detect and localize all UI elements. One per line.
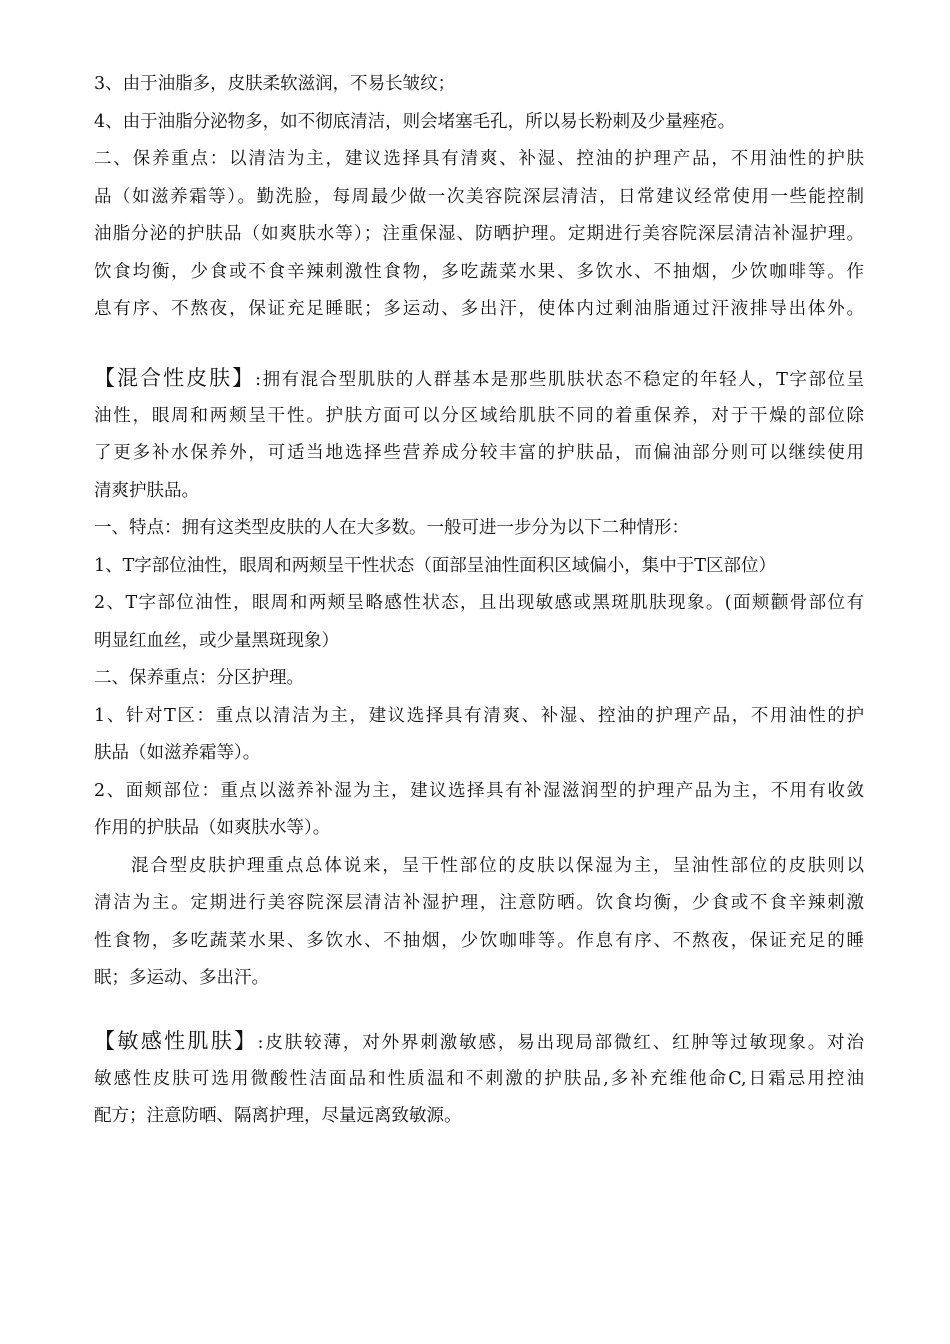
text-line: 3、由于油脂多，皮肤柔软滋润，不易长皱纹； [94, 74, 456, 94]
section-heading: 【敏感性肌肤】 [94, 1029, 258, 1053]
text-line: 1、T字部位油性，眼周和两颊呈干性状态（面部呈油性面积区域偏小，集中于T区部位） [94, 555, 776, 576]
text-line: 作用的护肤品（如爽肤水等）。 [94, 818, 331, 838]
text-line: 肤品（如滋养霜等）。 [94, 743, 261, 763]
oily-skin-section [94, 66, 864, 329]
text-line: 2、T字部位油性，眼周和两颊呈略感性状态，且出现敏感或黑斑肌肤现象。(面颊颧骨部位有 [94, 593, 864, 613]
text-line: 了更多补水保养外，可适当地选择些营养成分较丰富的护肤品，而偏油部分则可以继续使用 [94, 443, 864, 463]
summary-line: 性食物，多吃蔬菜水果、多饮水、不抽烟，少饮咖啡等。作息有序、不熬夜，保证充足的睡 [94, 930, 864, 951]
text-line: 4、由于油脂分泌物多，如不彻底清洁，则会堵塞毛孔，所以易长粉刺及少量痤疮。 [94, 111, 736, 132]
text-line: 品（如滋养霜等）。勤洗脸，每周最少做一次美容院深层清洁，日常建议经常使用一些能控制 [94, 186, 864, 207]
combination-skin-section [94, 360, 864, 998]
section-intro-line [94, 1023, 864, 1061]
intro-text: :拥有混合型肌肤的人群基本是那些肌肤状态不稳定的年轻人，T字部位呈 [255, 370, 864, 390]
text-line: 油脂分泌的护肤品（如爽肤水等）；注重保湿、防晒护理。定期进行美容院深层清洁补湿护理。 [94, 224, 864, 244]
text-line: 二、保养重点：以清洁为主，建议选择具有清爽、补湿、控油的护理产品，不用油性的护肤 [94, 149, 864, 169]
sensitive-skin-section [94, 1023, 864, 1136]
summary-line: 眠；多运动、多出汗。 [94, 968, 269, 988]
section-heading: 【混合性皮肤】 [94, 366, 256, 390]
text-line: 2、面颊部位：重点以滋养补湿为主，建议选择具有补湿滋润型的护理产品为主，不用有收敛 [94, 780, 864, 801]
text-line: 息有序、不熬夜，保证充足睡眠；多运动、多出汗，使体内过剩油脂通过汗液排导出体外。 [94, 299, 864, 319]
text-line: 二、保养重点：分区护理。 [94, 668, 304, 688]
text-line: 明显红血丝，或少量黑斑现象） [94, 630, 339, 651]
text-line: 油性，眼周和两颊呈干性。护肤方面可以分区域给肌肤不同的着重保养，对于干燥的部位除 [94, 405, 864, 426]
text-line: 敏感性皮肤可选用微酸性洁面品和性质温和不刺激的护肤品,多补充维他命C,日霜忌用控油 [94, 1068, 864, 1089]
section-intro-line [94, 360, 864, 398]
text-line: 饮食均衡，少食或不食辛辣刺激性食物，多吃蔬菜水果、多饮水、不抽烟，少饮咖啡等。作 [94, 261, 864, 282]
text-line: 配方；注意防晒、隔离护理，尽量远离致敏源。 [94, 1106, 462, 1126]
text-line: 一、特点：拥有这类型皮肤的人在大多数。一般可进一步分为以下二种情形： [94, 518, 689, 538]
summary-line: 混合型皮肤护理重点总体说来，呈干性部位的皮肤以保湿为主，呈油性部位的皮肤则以 [131, 855, 864, 876]
text-line: 1、针对T区：重点以清洁为主，建议选择具有清爽、补湿、控油的护理产品，不用油性的护 [94, 705, 864, 726]
text-line: 清爽护肤品。 [94, 480, 199, 501]
intro-text: :皮肤较薄，对外界刺激敏感，易出现局部微红、红肿等过敏现象。对治 [257, 1033, 864, 1053]
summary-line: 清洁为主。定期进行美容院深层清洁补湿护理，注意防晒。饮食均衡，少食或不食辛辣刺激 [94, 893, 864, 913]
